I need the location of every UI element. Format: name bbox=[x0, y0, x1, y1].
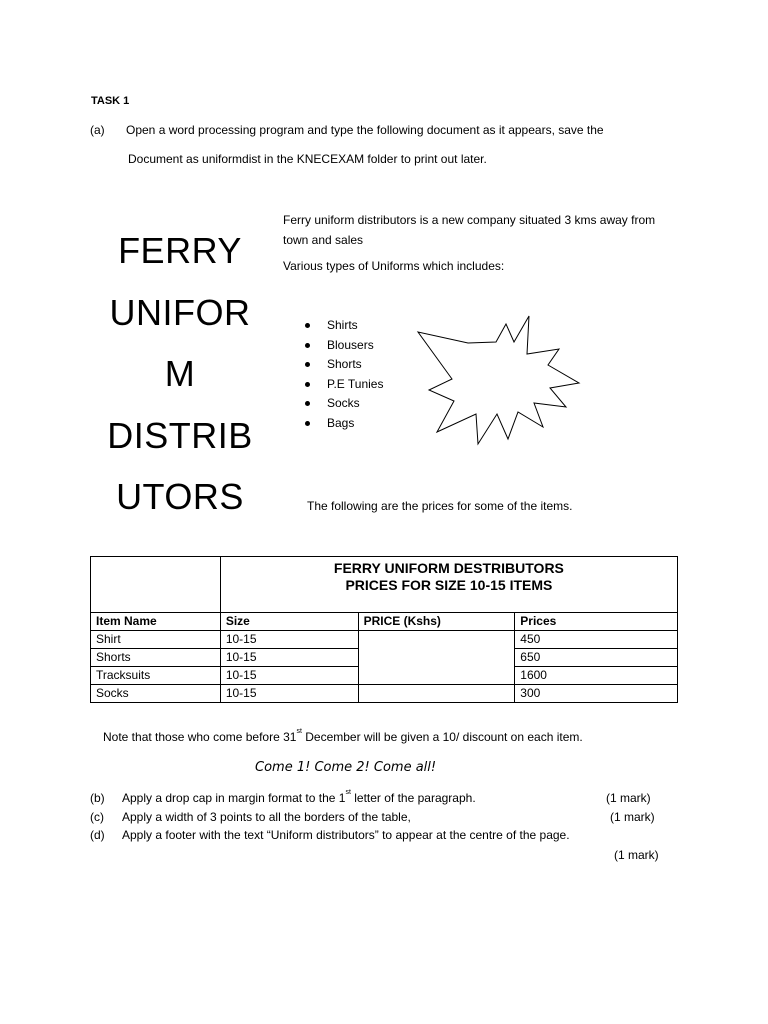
big-title-line: FERRY bbox=[118, 230, 242, 271]
cell-size: 10-15 bbox=[220, 667, 358, 685]
column-header-price-kshs: PRICE (Kshs) bbox=[358, 613, 515, 631]
cell-price-kshs bbox=[358, 685, 515, 703]
table-header-row bbox=[91, 613, 678, 631]
cell-size: 10-15 bbox=[220, 631, 358, 649]
table-empty-cell bbox=[91, 557, 221, 613]
uniform-list bbox=[305, 316, 383, 433]
question-c-label: (c) bbox=[90, 810, 104, 824]
cell-item: Socks bbox=[91, 685, 221, 703]
list-item-label: P.E Tunies bbox=[327, 376, 384, 391]
question-c-text: Apply a width of 3 points to all the borders of the table, bbox=[122, 810, 411, 824]
list-item-label: Socks bbox=[327, 396, 360, 410]
table-row bbox=[91, 685, 678, 703]
list-item bbox=[305, 375, 383, 395]
big-title-line: M bbox=[164, 353, 196, 394]
list-item bbox=[305, 414, 383, 434]
question-d-label: (d) bbox=[90, 828, 105, 842]
question-d-text: Apply a footer with the text “Uniform distributors” to appear at the centre of the page. bbox=[122, 828, 570, 842]
big-title-line: UNIFOR bbox=[109, 291, 251, 333]
list-item bbox=[305, 355, 383, 375]
task-label: TASK 1 bbox=[91, 95, 130, 107]
cell-price: 450 bbox=[515, 631, 678, 649]
cell-size: 10-15 bbox=[220, 649, 358, 667]
question-b-label: (b) bbox=[90, 791, 105, 805]
table-row bbox=[91, 631, 678, 649]
bullet-icon bbox=[305, 421, 310, 426]
bullet-icon bbox=[305, 362, 310, 367]
list-item bbox=[305, 336, 383, 356]
cell-item: Shorts bbox=[91, 649, 221, 667]
intro-paragraph: Ferry uniform distributors is a new company situated 3 kms away from town and sales bbox=[283, 213, 656, 247]
slogan: Come 1! Come 2! Come all! bbox=[255, 760, 437, 775]
question-b-text bbox=[122, 791, 476, 805]
starburst-shape bbox=[416, 312, 586, 457]
cell-item: Tracksuits bbox=[91, 667, 221, 685]
list-item bbox=[305, 316, 383, 336]
big-title bbox=[95, 220, 265, 528]
bullet-icon bbox=[305, 343, 310, 348]
list-item bbox=[305, 394, 383, 414]
types-paragraph: Various types of Uniforms which includes: bbox=[283, 259, 505, 273]
question-b-before: Apply a drop cap in margin format to the 1 bbox=[122, 791, 346, 805]
cell-item: Shirt bbox=[91, 631, 221, 649]
table-title-row bbox=[91, 557, 678, 613]
discount-note bbox=[103, 730, 583, 744]
table-title-line1: FERRY UNIFORM DESTRIBUTORS bbox=[333, 560, 564, 576]
question-b-superscript: st bbox=[345, 789, 351, 796]
big-title-line: UTORS bbox=[116, 476, 244, 517]
question-a-line1: Open a word processing program and type the following document as it appears, save the bbox=[126, 123, 604, 137]
list-item-label: Shirts bbox=[327, 318, 358, 332]
cell-size: 10-15 bbox=[220, 685, 358, 703]
question-b-after: letter of the paragraph. bbox=[350, 791, 476, 805]
question-c-marks: (1 mark) bbox=[610, 810, 655, 824]
question-a-label: (a) bbox=[90, 123, 105, 137]
column-header-size: Size bbox=[220, 613, 358, 631]
prices-table bbox=[90, 556, 678, 703]
cell-price: 300 bbox=[515, 685, 678, 703]
prices-intro-text: The following are the prices for some of the items. bbox=[307, 499, 573, 513]
question-d-marks: (1 mark) bbox=[614, 848, 659, 862]
list-item-label: Bags bbox=[327, 415, 355, 430]
cell-price: 1600 bbox=[515, 667, 678, 685]
bullet-icon bbox=[305, 382, 310, 387]
note-before: Note that those who come before 31 bbox=[103, 730, 297, 744]
note-after: December will be given a 10/ discount on each item. bbox=[301, 730, 583, 744]
big-title-line: DISTRIB bbox=[107, 414, 253, 456]
table-title bbox=[220, 557, 677, 613]
cell-price: 650 bbox=[515, 649, 678, 667]
bullet-icon bbox=[305, 323, 310, 328]
question-b-marks: (1 mark) bbox=[606, 791, 651, 805]
column-header-item-name: Item Name bbox=[91, 613, 221, 631]
cell-price-kshs-merged bbox=[358, 631, 515, 685]
table-title-line2: PRICES FOR SIZE 10-15 ITEMS bbox=[345, 577, 553, 593]
bullet-icon bbox=[305, 401, 310, 406]
column-header-prices: Prices bbox=[515, 613, 678, 631]
list-item-label: Blousers bbox=[327, 337, 374, 352]
note-superscript: st bbox=[296, 728, 302, 735]
question-a-line2: Document as uniformdist in the KNECEXAM folder to print out later. bbox=[128, 152, 487, 166]
list-item-label: Shorts bbox=[327, 357, 362, 371]
